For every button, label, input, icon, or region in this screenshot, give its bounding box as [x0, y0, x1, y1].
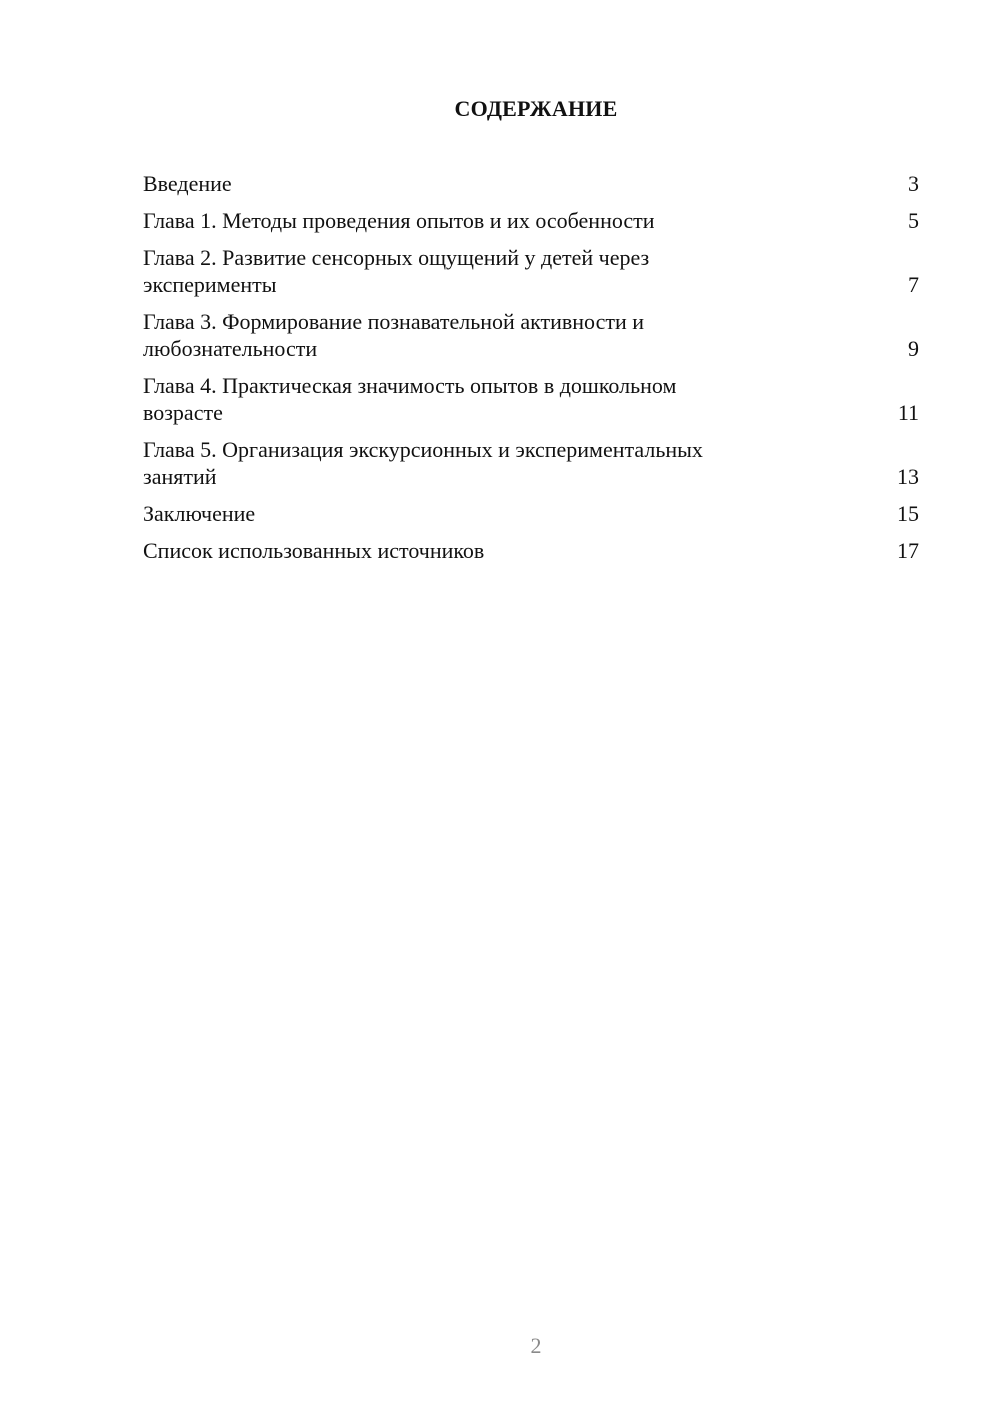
toc-entry-page-number: 3 [908, 171, 919, 196]
toc-entry-page-number: 15 [897, 501, 919, 526]
toc-entry-page-number: 7 [908, 272, 919, 297]
toc-entry-chapter-1 [143, 207, 919, 234]
toc-entry-introduction [143, 170, 919, 197]
toc-entry-text [143, 244, 793, 298]
toc-entry-references [143, 537, 919, 564]
toc-entry-page-number: 17 [897, 538, 919, 563]
toc-entry-text [143, 436, 793, 490]
toc-entry-page-number: 13 [897, 464, 919, 489]
toc-entry-line: Список использованных источников [143, 538, 485, 563]
toc-entry-line: эксперименты [143, 272, 277, 297]
toc-list [143, 170, 919, 574]
toc-entry-line: Глава 4. Практическая значимость опытов в дошкольном [143, 373, 677, 398]
toc-entry-text [143, 500, 793, 527]
toc-entry-page-number: 9 [908, 336, 919, 361]
toc-entry-line: Глава 5. Организация экскурсионных и экспериментальных [143, 437, 703, 462]
toc-entry-chapter-3 [143, 308, 919, 362]
toc-entry-chapter-4 [143, 372, 919, 426]
page-number: 2 [530, 1333, 542, 1358]
toc-entry-page-number: 11 [897, 400, 919, 425]
toc-entry-chapter-5 [143, 436, 919, 490]
toc-entry-conclusion [143, 500, 919, 527]
toc-entry-text [143, 537, 793, 564]
toc-entry-text [143, 372, 793, 426]
toc-title: СОДЕРЖАНИЕ [454, 96, 618, 121]
toc-entry-text [143, 170, 793, 197]
toc-entry-line: Глава 2. Развитие сенсорных ощущений у детей через [143, 245, 650, 270]
toc-entry-line: любознательности [143, 336, 318, 361]
toc-entry-line: Заключение [143, 501, 256, 526]
toc-entry-text [143, 207, 793, 234]
toc-entry-text [143, 308, 793, 362]
toc-entry-line: Глава 1. Методы проведения опытов и их особенности [143, 208, 655, 233]
toc-entry-line: занятий [143, 464, 217, 489]
toc-entry-chapter-2 [143, 244, 919, 298]
toc-entry-line: Глава 3. Формирование познавательной активности и [143, 309, 645, 334]
toc-entry-page-number: 5 [908, 208, 919, 233]
toc-entry-line: Введение [143, 171, 232, 196]
toc-entry-line: возрасте [143, 400, 223, 425]
